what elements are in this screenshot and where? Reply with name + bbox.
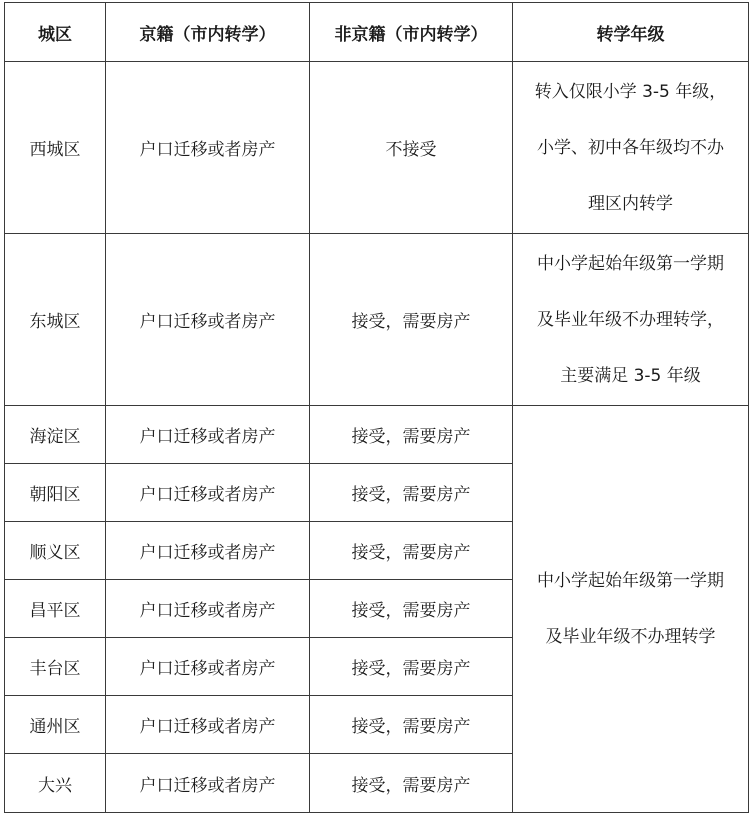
- district-cell: 西城区: [5, 62, 106, 234]
- beijing-cell: 户口迁移或者房产: [106, 696, 310, 754]
- non-beijing-cell: 不接受: [310, 62, 513, 234]
- grade-line: 中小学起始年级第一学期: [537, 253, 724, 274]
- district-cell: 顺义区: [5, 522, 106, 580]
- grade-line: 理区内转学: [588, 193, 673, 214]
- table-row: [5, 406, 749, 464]
- header-beijing-transfer: 京籍（市内转学）: [106, 3, 310, 62]
- beijing-cell: 户口迁移或者房产: [106, 754, 310, 813]
- non-beijing-cell: 接受，需要房产: [310, 464, 513, 522]
- table-row: [5, 234, 749, 406]
- header-transfer-grade: 转学年级: [513, 3, 749, 62]
- district-cell: 朝阳区: [5, 464, 106, 522]
- non-beijing-cell: 接受，需要房产: [310, 234, 513, 406]
- district-cell: 东城区: [5, 234, 106, 406]
- beijing-cell: 户口迁移或者房产: [106, 638, 310, 696]
- header-district: 城区: [5, 3, 106, 62]
- non-beijing-cell: 接受，需要房产: [310, 580, 513, 638]
- beijing-cell: 户口迁移或者房产: [106, 62, 310, 234]
- non-beijing-cell: 接受，需要房产: [310, 696, 513, 754]
- grade-line: 转入仅限小学 3-5 年级，: [534, 81, 727, 102]
- header-row: [5, 3, 749, 62]
- beijing-cell: 户口迁移或者房产: [106, 580, 310, 638]
- beijing-cell: 户口迁移或者房产: [106, 464, 310, 522]
- grade-cell: [513, 62, 749, 234]
- non-beijing-cell: 接受，需要房产: [310, 406, 513, 464]
- district-cell: 丰台区: [5, 638, 106, 696]
- grade-line: 及毕业年级不办理转学，: [537, 309, 724, 330]
- grade-line: 中小学起始年级第一学期: [537, 571, 724, 591]
- district-cell: 通州区: [5, 696, 106, 754]
- district-cell: 大兴: [5, 754, 106, 813]
- transfer-policy-table-container: [4, 2, 748, 813]
- beijing-cell: 户口迁移或者房产: [106, 406, 310, 464]
- grade-cell: [513, 234, 749, 406]
- grade-line: 小学、初中各年级均不办: [537, 137, 724, 158]
- transfer-policy-table: [4, 2, 749, 813]
- non-beijing-cell: 接受，需要房产: [310, 522, 513, 580]
- district-cell: 昌平区: [5, 580, 106, 638]
- beijing-cell: 户口迁移或者房产: [106, 522, 310, 580]
- non-beijing-cell: 接受，需要房产: [310, 638, 513, 696]
- beijing-cell: 户口迁移或者房产: [106, 234, 310, 406]
- header-non-beijing-transfer: 非京籍（市内转学）: [310, 3, 513, 62]
- merged-grade-cell: [513, 406, 749, 813]
- table-row: [5, 62, 749, 234]
- non-beijing-cell: 接受，需要房产: [310, 754, 513, 813]
- grade-line: 主要满足 3-5 年级: [560, 365, 701, 386]
- grade-line: 及毕业年级不办理转学: [545, 627, 716, 647]
- district-cell: 海淀区: [5, 406, 106, 464]
